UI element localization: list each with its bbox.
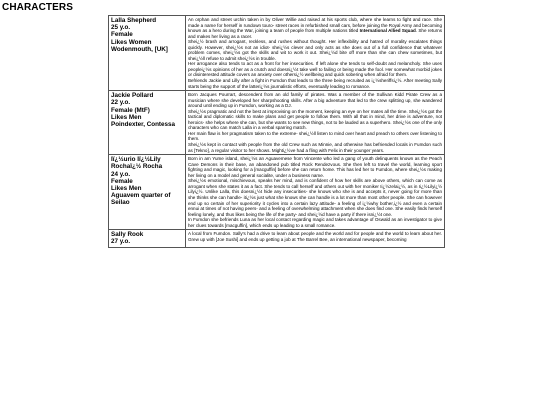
- character-age: 27 y.o.: [111, 238, 131, 246]
- character-name: Lalla Shepherd: [111, 17, 157, 24]
- description-paragraph: Her arrogance also tends to act as a front for her insecurities. If left alone she tends to self-doubt and melancholy. She uses peoplei¿½s opinions of her as a crutch and doesni¿½t take well to failing or being made the fool. Her somewhat morbid jokes or disinterested attitude covers an anxiety over othersi¿½ wellbeing and quick sobering when afraid for them.: [188, 61, 442, 78]
- characters-table: [108, 15, 445, 248]
- description-paragraph: Her main flaw is her pragmatism taken to the extreme- shei¿½ll listen to mind over heart and preach to others over listening to them.: [188, 130, 442, 142]
- character-likes: Likes Women: [111, 38, 152, 46]
- character-info-cell: [109, 91, 186, 155]
- page-title: CHARACTERS: [2, 2, 73, 13]
- team-suffix: . She returns and makes her living as a racer.: [188, 28, 442, 39]
- character-origin: Wodenmouth, [UK]: [111, 45, 168, 53]
- description-paragraph: In Fumdon she befriends Luna as her local contact regarding magic and takes advantage of Oswald as an investigator to give her clues towards [macguffin], which ends up leading to a small romance.: [188, 217, 442, 228]
- character-gender: Female: [111, 31, 133, 39]
- description-paragraph: Shei¿½s pragmatic and not the best at improvising on the moment, keeping an eye on her mates all the time. Shei¿½s got the tactical and diplomatic skills to make plans and get people to follow them. With all that in mind, her drive is adventure, not heroics- she helps where she can, but she wants to see new things, not to be lauded as a superhero. Shei¿½s one of the only characters who can match Lalla in a verbal sparring match.: [188, 108, 443, 131]
- description-text: An orphan and street urchin taken in by Oliver Willie and raised at his sports club, where she learns to fight and race. She made a name for herself in rundown touro- street races in refurbished small cars, before joining the Royal Army and becoming known as a hero during the War, joining a team of people from multiple nations titled: [188, 17, 442, 34]
- character-gender: Female (MtF): [111, 106, 150, 114]
- character-name: Jackie Pollard: [111, 92, 154, 100]
- description-paragraph: Born in am Yume island, shei¿½s an Aguavemese from Vincente who led a gang of youth delinquents known as the Peach Cave Demons in their base, an abandoned pub titled Rock Rendezvous. She then left to travel the world, learning sport fighting and magic, looking for a [macguffin] before she can return home. This has led her to Fumdon, where shei¿½s making her living on a model and general socialite, under a business name.: [188, 156, 442, 178]
- character-name: Iï¿½urio Iï¿½Lily Rochaï¿½ Rocha: [111, 156, 163, 171]
- description-paragraph: [188, 17, 442, 39]
- character-likes: Likes Men: [111, 113, 142, 121]
- character-gender: Female: [111, 177, 133, 185]
- character-age: 25 y.o.: [111, 24, 131, 32]
- character-description-cell: [186, 16, 445, 91]
- character-info-cell: [109, 16, 186, 91]
- character-name: Sally Rook: [111, 231, 144, 239]
- character-age: 22 y.o.: [111, 99, 131, 107]
- character-description-cell: [186, 155, 445, 230]
- character-origin: Poindexter, Contessa: [111, 120, 176, 128]
- description-paragraph: Befriends Jackie and Lilly after a fight in Fumdon that leads to the three being recruited as i¿½sheriffsi¿½. After meeting Sally starts being the support of the latteri¿½s journalistic efforts, eventually leading to romance.: [188, 78, 442, 89]
- character-likes: Likes Men: [111, 184, 142, 192]
- description-paragraph: Shei¿½s emotional, mischievous, speaks her mind, and is confident of how her skills are above others, which can come as arrogant when she states it as a fact. She tends to call herself and others out with her moniker Ii¿½zelai¿½, as in Ii¿½Lilyi¿½ Lilyi¿½. Unlike Lalla, this doesni¿½t hide any insecurities- she knows who she is and accepts it, never going for more than she thinks she can handle- iti¿½s just what she knows she can handle is a lot more than most other people. She can however end up so certain of her superiority it cycles into a certain lazy attitude- a feeling of i¿½why bother,i¿½ and even a certain ennui at times of not having peers- and a feeling of overwhelming attachment when she does find one. She easily finds herself feeling lonely, and thus likes being the life of the party- and shei¿½d have a party if there isni¿½t one.: [188, 178, 442, 217]
- description-paragraph: Born Jacques Pourrart, descendent from an old family of pirates. Was a member of the Sullivan Kidd Pirate Crew as a musician where she developed her sharpshooting skills. After a big adventure that led to the crew splitting up, she wandered around until ending up in Fumdon, working as a DJ.: [188, 92, 442, 109]
- table-row: [109, 16, 445, 91]
- character-age: 24 y.o.: [111, 170, 131, 178]
- table-row: [109, 155, 445, 230]
- character-description-cell: [186, 230, 445, 247]
- character-info-cell: [109, 230, 186, 247]
- table-row: [109, 91, 445, 155]
- team-name: International Allied Squad: [359, 28, 416, 34]
- description-paragraph: Shei¿½s kept in contact with people from the old Crew such as Minnie, and otherwise has befriended locals in Fumdon such as [Tekno], a regular visitor to her shows. Mighti¿½ve had a fling with Felix in their younger years.: [188, 142, 442, 153]
- character-origin: Aguavem quarter of Seilao: [111, 192, 171, 207]
- description-paragraph: Shei¿½ brash and arrogant, reckless, and rushes without thought. Her inflexibility and hatred of morality escalates things quickly. However, shei¿½s not an idiot- shei¿½s clever and only acts as she does out of a full confidence that whatever problem comes, shei¿½s got the skills and wit to work it out. Shei¿½d bite off more than she can chew sometimes, but shei¿½ll refuse to admit shei¿½s in trouble.: [188, 39, 442, 61]
- description-paragraph: A local from Fumdon. Sally's had a drive to learn about people and the world and for people and the world to learn about her. Grew up with [Joe Sushi] and ends up getting a job at The Barrel Bee, an international newspaper, becoming: [188, 231, 442, 242]
- table-row: [109, 230, 445, 247]
- character-info-cell: [109, 155, 186, 230]
- character-description-cell: [186, 91, 445, 155]
